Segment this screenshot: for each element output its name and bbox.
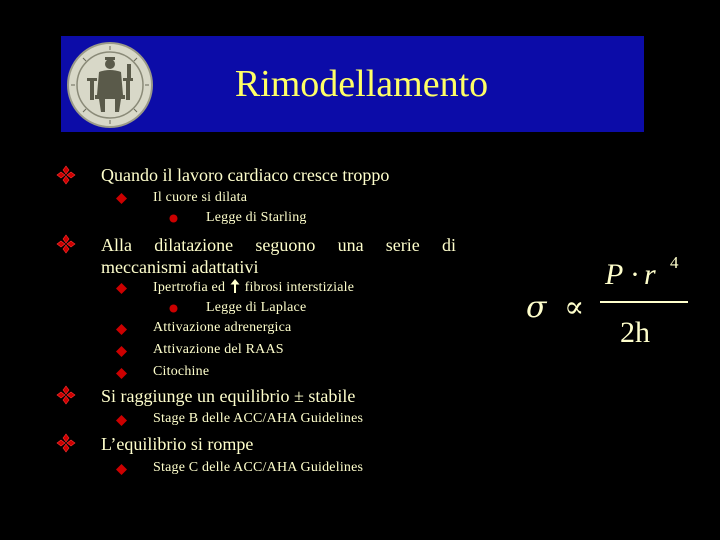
up-arrow-icon [229, 278, 241, 294]
sub-bullet-text: Attivazione del RAAS [153, 342, 284, 357]
sub-sub-bullet-text: Legge di Starling [206, 210, 307, 225]
slide-title: Rimodellamento [234, 63, 489, 105]
diamond-bullet-icon [116, 464, 127, 475]
diamond-bullet-icon [116, 193, 127, 204]
text-after-arrow: fibrosi interstiziale [244, 280, 355, 295]
quad-diamond-bullet-icon [56, 385, 76, 405]
dot-bullet-icon [169, 214, 178, 223]
sub-bullet-text: Stage C delle ACC/AHA Guidelines [153, 460, 364, 475]
dot-bullet-icon [169, 304, 178, 313]
quad-diamond-bullet-icon [56, 234, 76, 254]
laplace-formula [520, 250, 720, 360]
bullet-text: Si raggiunge un equilibrio ± stabile [101, 386, 356, 406]
bullet-text-multiline [101, 234, 456, 278]
text-before-arrow: Ipertrofia ed [153, 280, 226, 295]
formula-denominator: 2h [620, 316, 650, 349]
title-banner [61, 36, 644, 132]
word: seguono [255, 235, 316, 255]
sub-bullet-text [153, 278, 354, 297]
diamond-bullet-icon [116, 368, 127, 379]
formula-sigma: σ [526, 290, 547, 325]
sub-bullet-text: Citochine [153, 364, 210, 379]
bullet-text: L’equilibrio si rompe [101, 434, 254, 454]
quad-diamond-bullet-icon [56, 433, 76, 453]
sub-sub-bullet-text: Legge di Laplace [206, 300, 307, 315]
diamond-bullet-icon [116, 283, 127, 294]
diamond-bullet-icon [116, 324, 127, 335]
word: serie [385, 235, 420, 255]
formula-dot: · [630, 258, 640, 291]
bullet-text: Quando il lavoro cardiaco cresce troppo [101, 165, 390, 185]
sub-bullet-text: Stage B delle ACC/AHA Guidelines [153, 411, 364, 426]
quad-diamond-bullet-icon [56, 165, 76, 185]
sub-bullet-text: Attivazione adrenergica [153, 320, 292, 335]
diamond-bullet-icon [116, 415, 127, 426]
formula-r: r [644, 258, 656, 291]
word: dilatazione [154, 235, 234, 255]
sub-bullet-text: Il cuore si dilata [153, 190, 248, 205]
bullet-text-line-1 [101, 234, 456, 256]
word: una [337, 235, 364, 255]
formula-proportional: ∝ [564, 290, 585, 325]
word: di [441, 235, 456, 255]
diamond-bullet-icon [116, 346, 127, 357]
formula-exponent: 4 [670, 253, 679, 272]
word: Alla [101, 235, 132, 255]
bullet-text-line-2: meccanismi adattativi [101, 257, 259, 277]
formula-p: P [605, 258, 624, 291]
